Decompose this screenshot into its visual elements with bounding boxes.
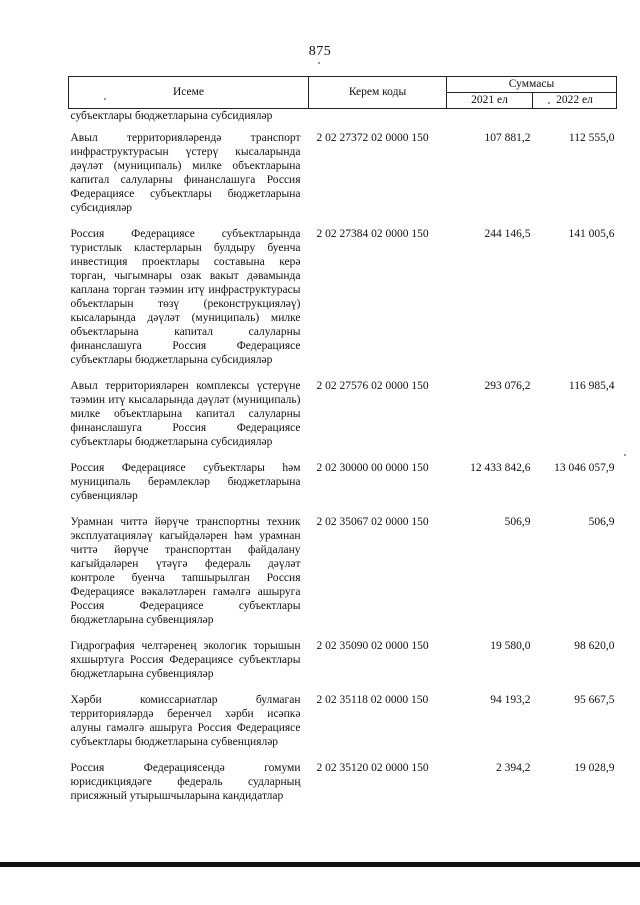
row-value-2022-cell: 13 046 057,9 — [554, 462, 615, 474]
row-name-cell: Авыл территорияләрендә транспорт инфраструктурасын үстерү кысаларында дәүләт (муниципаль) милке объектларына капитал салуларны финанслашуга Россия Федерациясе субъектлары бюджетларына субсидияләр — [70, 132, 301, 214]
header-name: Исеме — [69, 77, 309, 109]
table-row — [69, 461, 617, 515]
row-name-cell: Россия Федерациясе субъектлары һәм муниципаль берәмлекләр бюджетларына субвенцияләр — [70, 462, 301, 502]
row-value-2022-cell: 95 667,5 — [574, 694, 615, 706]
row-value-2021-cell: 293 076,2 — [484, 380, 531, 392]
row-code-cell: 2 02 27384 02 0000 150 — [316, 228, 429, 240]
row-code-cell: 2 02 35090 02 0000 150 — [316, 640, 429, 652]
table-body — [69, 109, 617, 816]
continuation-text: субъектлары бюджетларына субсидияләр — [70, 110, 273, 122]
row-value-2022-cell: 506,9 — [588, 516, 615, 528]
row-code-cell: 2 02 35067 02 0000 150 — [316, 516, 429, 528]
row-name-cell: Россия Федерациясе субъектларында туристлык кластерларын булдыру буенча инвестиция проектлары составына керә торган, чыгымнары озак вакыт дәвамында каплана торган тәэмин итү инфраструктурасы объектларын төзү (реконструкцияләү) кысаларында дәүләт (муниципаль) милке объектларына капитал салуларны финанслашуга Россия Федерациясе субъектлары бюджетларына субсидияләр — [70, 228, 301, 366]
budget-table-container — [68, 76, 616, 815]
row-value-2021-cell: 107 881,2 — [484, 132, 531, 144]
table-row — [69, 693, 617, 761]
row-value-2022-cell: 98 620,0 — [574, 640, 615, 652]
table-row — [69, 761, 617, 815]
row-value-2022-cell: 141 005,6 — [568, 228, 615, 240]
page-bottom-border — [0, 862, 640, 867]
row-value-2022-cell: 116 985,4 — [568, 380, 615, 392]
row-value-2021-cell: 19 580,0 — [490, 640, 531, 652]
row-name-cell: Гидрография челтәренең экологик торышын яхшыртуга Россия Федерациясе субъектлары бюджетларына субвенцияләр — [70, 640, 301, 680]
table-row — [69, 515, 617, 639]
header-code: Керем коды — [309, 77, 447, 109]
table-row — [69, 227, 617, 379]
row-code-cell: 2 02 35120 02 0000 150 — [316, 762, 429, 774]
table-row — [69, 131, 617, 227]
scan-speck — [624, 454, 626, 456]
row-code-cell: 2 02 27372 02 0000 150 — [316, 132, 429, 144]
row-value-2021-cell: 506,9 — [504, 516, 531, 528]
scan-speck — [548, 102, 550, 104]
continuation-row — [69, 109, 617, 132]
row-code-cell: 2 02 27576 02 0000 150 — [316, 380, 429, 392]
row-value-2021-cell: 244 146,5 — [484, 228, 531, 240]
row-value-2021-cell: 12 433 842,6 — [470, 462, 531, 474]
header-year-2021: 2021 ел — [447, 93, 533, 109]
header-year-2022: 2022 ел — [533, 93, 617, 109]
row-name-cell: Авыл территорияләрен комплексы үстерүне тәэмин итү кысаларында дәүләт (муниципаль) милке объектларына капитал салуларны финанслашуга Россия Федерациясе субъектлары бюджетларына субсидияләр — [70, 380, 301, 448]
page-number: 875 — [308, 44, 332, 59]
row-code-cell: 2 02 35118 02 0000 150 — [316, 694, 429, 706]
row-value-2021-cell: 2 394,2 — [496, 762, 531, 774]
row-code-cell: 2 02 30000 00 0000 150 — [316, 462, 429, 474]
scan-speck — [104, 98, 106, 100]
table-row — [69, 639, 617, 693]
row-value-2022-cell: 19 028,9 — [574, 762, 615, 774]
row-value-2021-cell: 94 193,2 — [490, 694, 531, 706]
scan-speck — [318, 62, 320, 64]
row-name-cell: Хәрби комиссариатлар булмаган территорияләрдә беренчел хәрби исәпкә алуны гамәлгә ашыруга Россия Федерациясе субъектлары бюджетларына субвенцияләр — [70, 694, 301, 748]
header-row-top — [69, 77, 617, 93]
budget-table — [68, 76, 617, 815]
table-row — [69, 379, 617, 461]
row-name-cell: Урамнан читтә йөрүче транспортны техник эксплуатацияләү кагыйдәләрен һәм урамнан читтә йөрүче транспорттан файдалану кагыйдәләрен үтәүгә федераль дәүләт контроле буенча тапшырылган Россия Федерациясе вәкаләтләрен гамәлгә ашыруга Россия Федерациясе субъектлары бюджетларына субвенцияләр — [70, 516, 301, 626]
row-name-cell: Россия Федерациясендә гомуми юрисдикциядәге федераль судларның присяжный утырышчыларына кандидатлар — [70, 762, 301, 802]
row-value-2022-cell: 112 555,0 — [568, 132, 615, 144]
header-sum: Суммасы — [447, 77, 617, 93]
